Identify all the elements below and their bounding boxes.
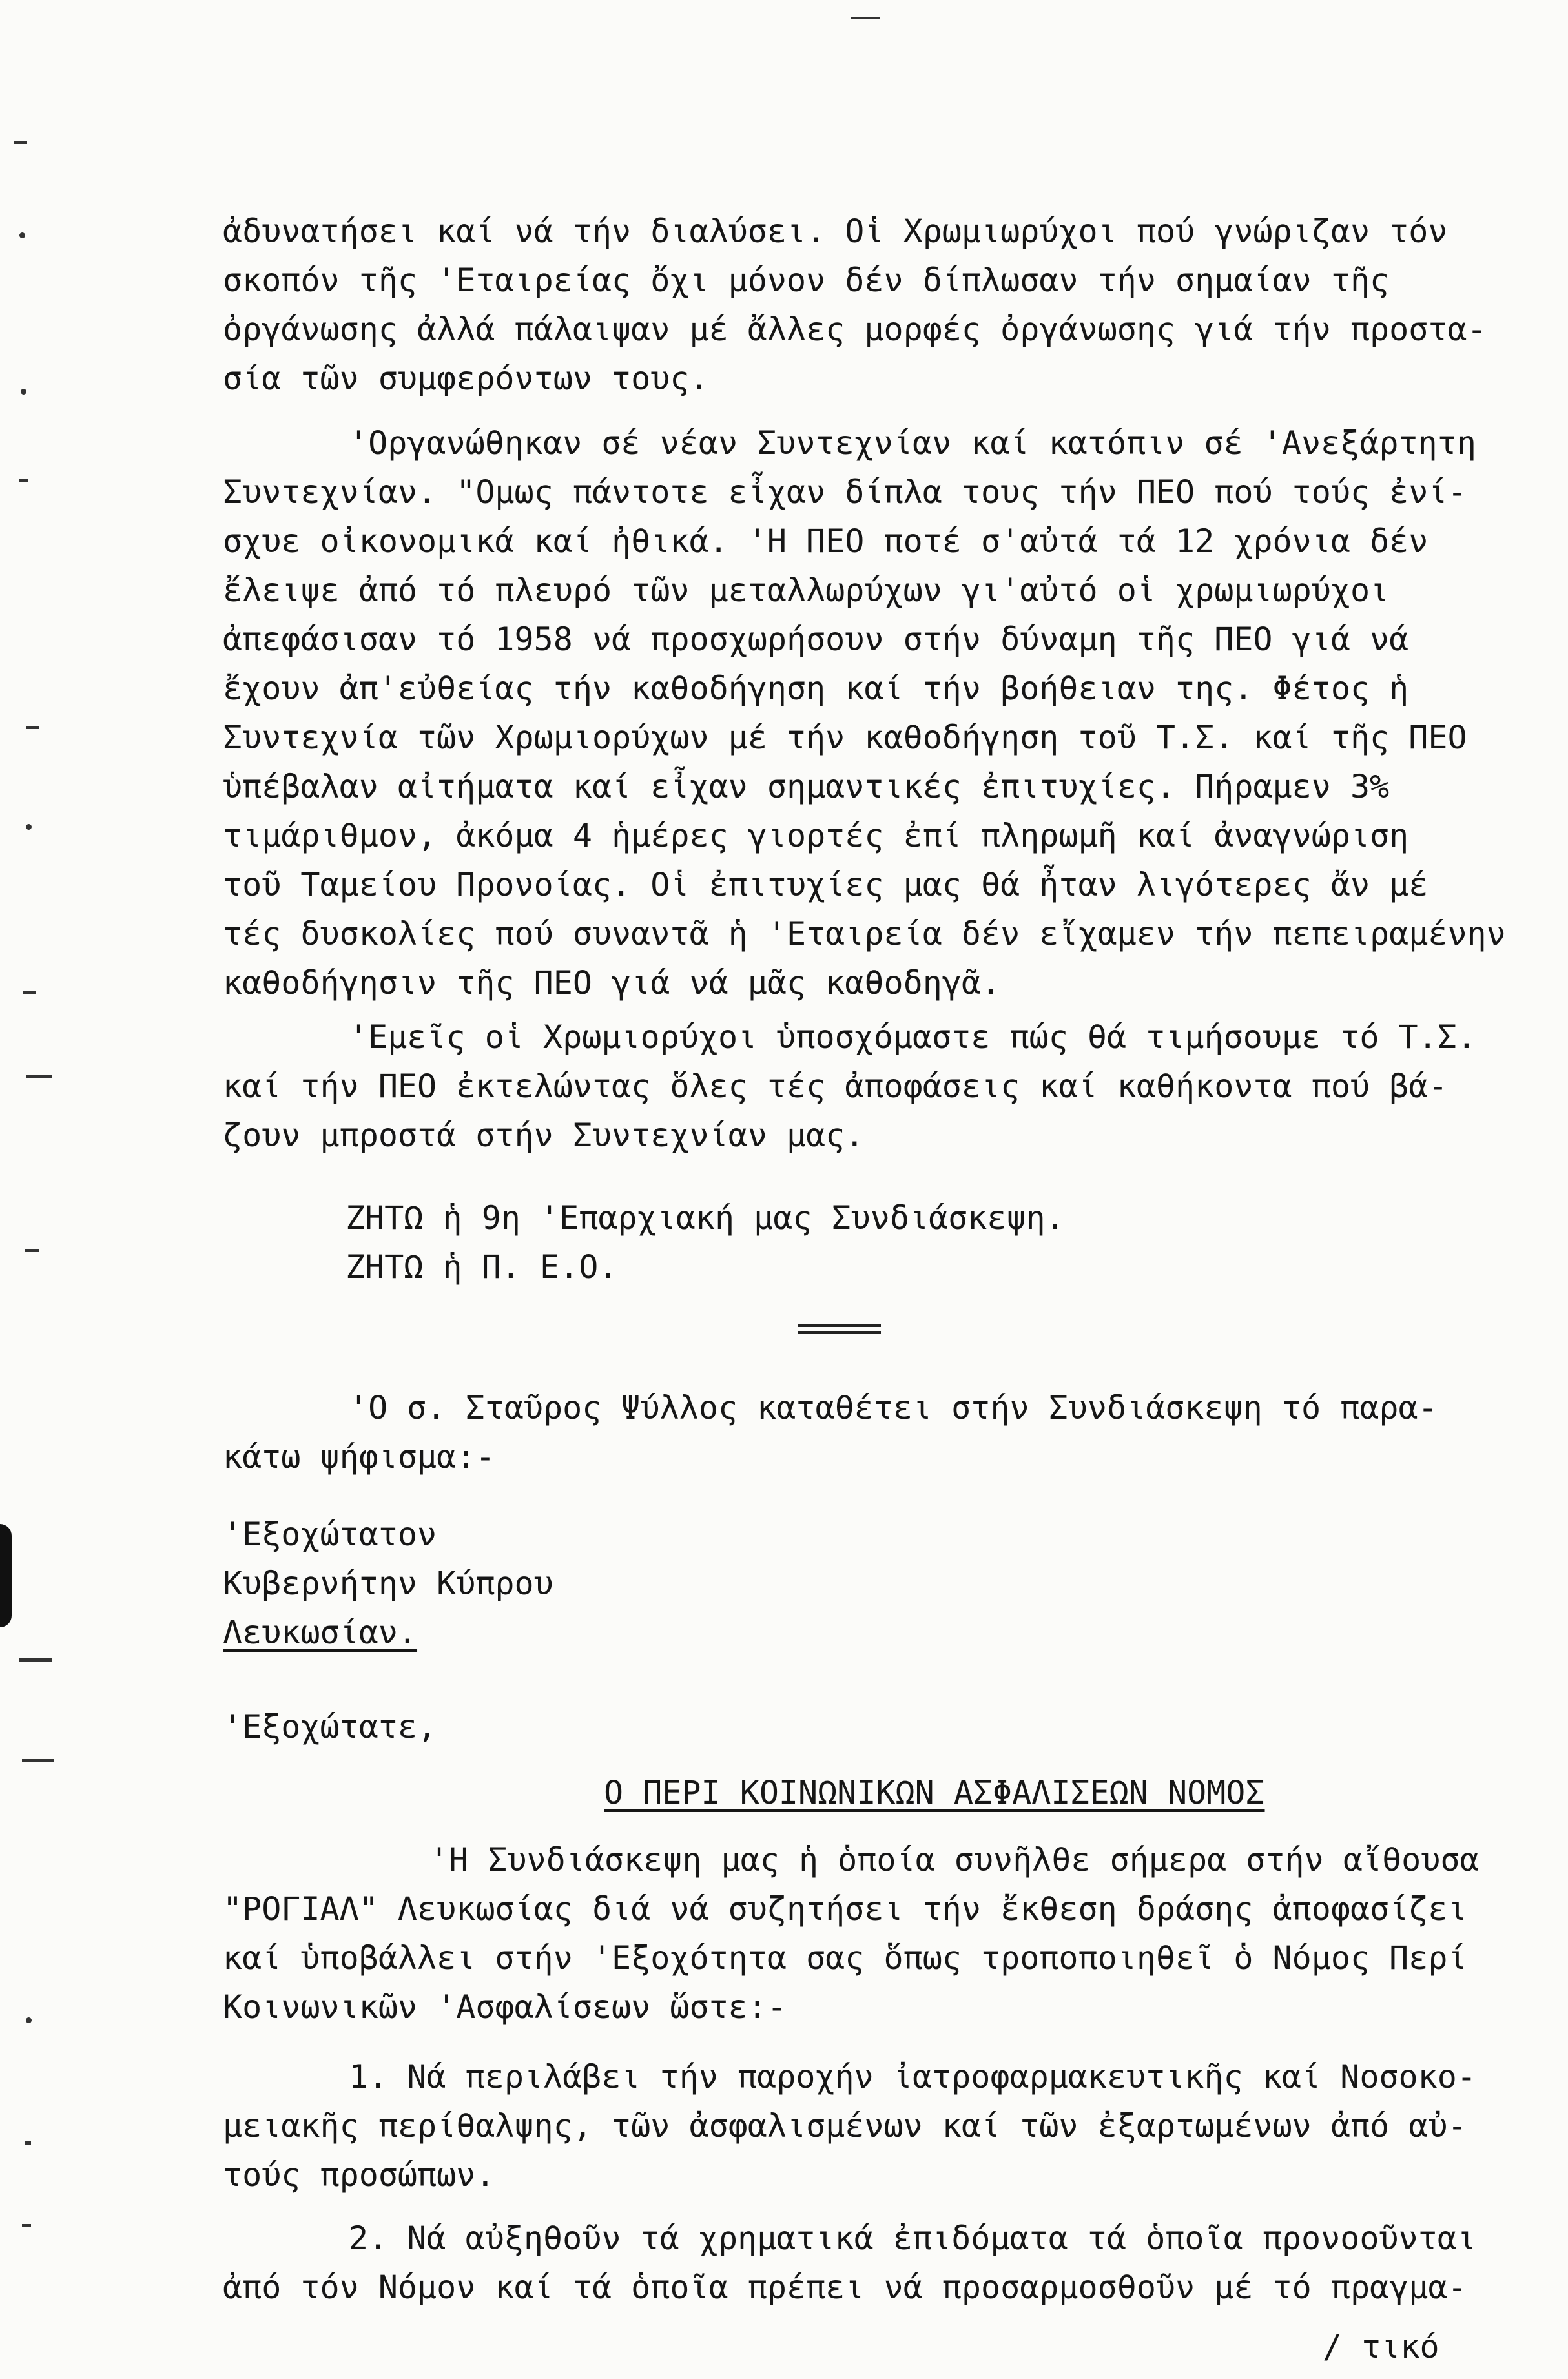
text-line: μειακῆς περίθαλψης, τῶν ἀσφαλισμένων καί τῶν ἐξαρτωμένων ἀπό αὐ-	[223, 2107, 1467, 2145]
scan-artifact	[14, 141, 27, 144]
text-line: 1. Νά περιλάβει τήν παροχήν ἰατροφαρμακευτικῆς καί Νοσοκο-	[349, 2058, 1476, 2096]
slogan-line: ΖΗΤΩ ἡ Π. Ε.Ο.	[346, 1248, 618, 1286]
scan-artifact	[26, 726, 39, 729]
text-line: τοῦ Ταμείου Προνοίας. Οἱ ἐπιτυχίες μας θά ἦταν λιγότερες ἄν μέ	[223, 866, 1429, 903]
address-block	[223, 1510, 1534, 1657]
scan-artifact	[22, 2224, 31, 2227]
text-line: 'Εμεῖς οἱ Χρωμιορύχοι ὑποσχόμαστε πώς θά τιμήσουμε τό Τ.Σ.	[349, 1018, 1476, 1056]
address-line: 'Εξοχώτατον	[223, 1516, 437, 1553]
address-line: Κυβερνήτην Κύπρου	[223, 1565, 553, 1602]
text-line: καθοδήγησιν τῆς ΠΕΟ γιά νά μᾶς καθοδηγᾶ.	[223, 964, 1001, 1002]
text-line: 'Οργανώθηκαν σέ νέαν Συντεχνίαν καί κατόπιν σέ 'Ανεξάρτητη	[349, 424, 1476, 462]
text-line: ὑπέβαλαν αἰτήματα καί εἶχαν σημαντικές ἐπιτυχίες. Πήραμεν 3%	[223, 768, 1390, 805]
slogans	[346, 1193, 1568, 1292]
scan-artifact	[851, 17, 880, 19]
text-line: ἀπεφάσισαν τό 1958 νά προσχωρήσουν στήν δύναμη τῆς ΠΕΟ γιά νά	[223, 621, 1409, 658]
text-line: τιμάριθμον, ἀκόμα 4 ἡμέρες γιορτές ἐπί πληρωμῆ καί ἀναγνώριση	[223, 817, 1409, 854]
resolution-item-1	[223, 2052, 1534, 2199]
scan-artifact	[26, 824, 32, 830]
text-line: ἀδυνατήσει καί νά τήν διαλύσει. Οἱ Χρωμιωρύχοι πού γνώριζαν τόν	[223, 212, 1448, 250]
address-city: Λευκωσίαν.	[223, 1614, 418, 1651]
scan-artifact	[23, 991, 36, 994]
text-line: "ΡΟΓΙΑΛ" Λευκωσίας διά νά συζητήσει τήν ἔκθεση δράσης ἀποφασίζει	[223, 1890, 1467, 1928]
scan-artifact	[19, 1658, 52, 1662]
text-line: σκοπόν τῆς 'Εταιρείας ὄχι μόνον δέν δίπλωσαν τήν σημαίαν τῆς	[223, 262, 1390, 299]
text-line: ὀργάνωσης ἀλλά πάλαιψαν μέ ἄλλες μορφές ὀργάνωσης γιά τήν προστα-	[223, 311, 1487, 348]
scan-artifact	[26, 2017, 32, 2023]
text-line: Συντεχνία τῶν Χρωμιορύχων μέ τήν καθοδήγηση τοῦ Τ.Σ. καί τῆς ΠΕΟ	[223, 719, 1467, 756]
text-line: σχυε οἰκονομικά καί ἠθικά. 'Η ΠΕΟ ποτέ σ'αὐτά τά 12 χρόνια δέν	[223, 522, 1429, 560]
paragraph-3	[223, 1013, 1534, 1160]
text-line: κάτω ψήφισμα:-	[223, 1438, 495, 1476]
resolution-item-2	[223, 2214, 1534, 2312]
resolution-body	[223, 1835, 1534, 2032]
scan-artifact	[25, 2141, 31, 2145]
scan-artifact	[26, 1075, 52, 1078]
scan-artifact	[21, 389, 26, 395]
resolution-heading-wrap	[604, 1768, 1314, 1817]
salutation	[223, 1702, 1534, 1751]
continuation-mark: / τικό	[1323, 2328, 1439, 2365]
scan-artifact	[0, 1524, 12, 1627]
paragraph-2	[223, 418, 1534, 1007]
text-line: τούς προσώπων.	[223, 2156, 495, 2194]
slogan-line: ΖΗΤΩ ἡ 9η 'Επαρχιακή μας Συνδιάσκεψη.	[346, 1199, 1065, 1237]
resolution-heading: Ο ΠΕΡΙ ΚΟΙΝΩΝΙΚΩΝ ΑΣΦΑΛΙΣΕΩΝ ΝΟΜΟΣ	[604, 1774, 1265, 1811]
text-line: καί τήν ΠΕΟ ἐκτελώντας ὅλες τές ἀποφάσεις καί καθήκοντα πού βά-	[223, 1067, 1448, 1105]
text-line: ἔχουν ἀπ'εὐθείας τήν καθοδήγηση καί τήν βοήθειαν της. Φέτος ἡ	[223, 670, 1409, 707]
text-line: σία τῶν συμφερόντων τους.	[223, 360, 709, 397]
scan-artifact	[19, 232, 25, 238]
text-line: 2. Νά αὐξηθοῦν τά χρηματικά ἐπιδόματα τά ὁποῖα προνοοῦνται	[349, 2219, 1476, 2257]
text-line: 'Ο σ. Σταῦρος Ψύλλος καταθέτει στήν Συνδιάσκεψη τό παρα-	[349, 1389, 1438, 1426]
text-line: ἀπό τόν Νόμον καί τά ὁποῖα πρέπει νά προσαρμοσθοῦν μέ τό πραγμα-	[223, 2269, 1467, 2306]
text-line: ἔλειψε ἀπό τό πλευρό τῶν μεταλλωρύχων γι'αὐτό οἱ χρωμιωρύχοι	[223, 572, 1390, 609]
text-line: Συντεχνίαν. "Ομως πάντοτε εἶχαν δίπλα τους τήν ΠΕΟ πού τούς ἐνί-	[223, 473, 1467, 511]
section-divider	[798, 1324, 881, 1338]
page-continuation	[1323, 2322, 1529, 2371]
scan-artifact	[25, 1249, 39, 1252]
paragraph-1	[223, 207, 1534, 403]
salutation-line: 'Εξοχώτατε,	[223, 1708, 437, 1746]
text-line: 'Η Συνδιάσκεψη μας ἡ ὁποία συνῆλθε σήμερα στήν αἴθουσα	[429, 1841, 1480, 1879]
text-line: ζουν μπροστά στήν Συντεχνίαν μας.	[223, 1117, 865, 1154]
scan-artifact	[22, 1759, 54, 1762]
resolution-intro-paragraph	[223, 1383, 1534, 1481]
scan-artifact	[19, 479, 28, 482]
text-line: καί ὑποβάλλει στήν 'Εξοχότητα σας ὅπως τροποποιηθεῖ ὁ Νόμος Περί	[223, 1939, 1467, 1977]
text-line: τές δυσκολίες πού συναντᾶ ἡ 'Εταιρεία δέν εἴχαμεν τήν πεπειραμένην	[223, 915, 1506, 953]
text-line: Κοινωνικῶν 'Ασφαλίσεων ὥστε:-	[223, 1988, 787, 2026]
